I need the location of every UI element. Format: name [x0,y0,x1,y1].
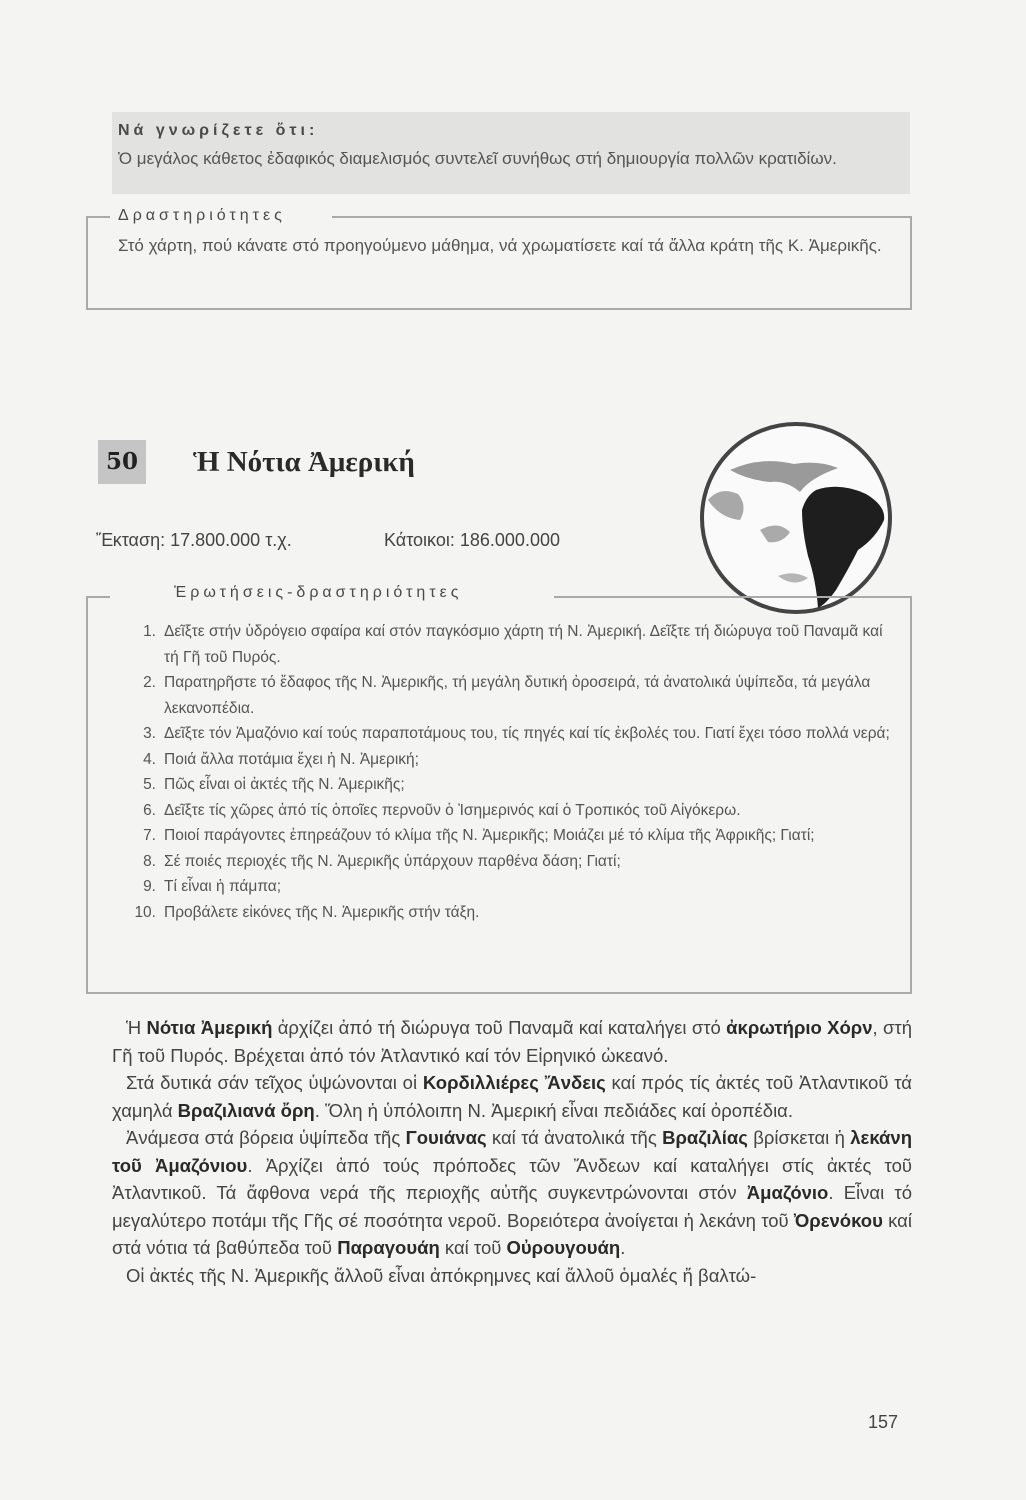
question-item [118,721,898,747]
question-text: Ποιά ἄλλα ποτάμια ἔχει ἡ Ν. Ἀμερική; [164,750,419,768]
question-number: 5. [143,776,156,793]
questions-box-top-left [86,596,110,598]
questions-box-top-right [554,596,910,598]
body-paragraph-1 [112,1014,912,1069]
question-item [118,747,898,773]
population-stat [384,530,560,551]
term-brazil: Βραζιλίας [662,1127,748,1148]
text-run: Στά δυτικά σάν τεῖχος ὑψώνονται οἱ [126,1072,423,1093]
term-orinoco: Ὀρενόκου [793,1209,883,1231]
lesson-title: Ἡ Νότια Ἀμερική [193,446,415,478]
area-stat [96,530,292,551]
question-text: Δεῖξτε τόν Ἀμαζόνιο καί τούς παραποτάμους του, τίς πηγές καί τίς ἐκβολές του. Γιατί ἔχει τόσο πολλά νερά; [164,725,890,742]
activities-box [86,216,912,310]
term-amazon: Ἀμαζόνιο [746,1182,829,1203]
text-run: . [620,1237,626,1258]
body-paragraph-2 [112,1069,912,1124]
population-value: 186.000.000 [459,530,560,550]
activities-title: Δραστηριότητες [118,207,286,224]
body-text [112,1014,912,1289]
text-run: . Ἀρχίζει ἀπό τούς πρόποδες τῶν Ἄνδεων καί καταλήγει στίς ἀκτές τοῦ Ἀτλαντικοῦ. Τά ἄφθονα νερά τῆς περιοχῆς αὐτῆς συγκεντρώνονται στόν [112,1154,912,1203]
activities-text: Στό χάρτη, πού κάνατε στό προηγούμενο μάθημα, νά χρωματίσετε καί τά ἄλλα κράτη τῆς Κ. Ἀμερικῆς. [118,236,882,255]
body-paragraph-3 [112,1124,912,1262]
question-item [118,798,898,824]
know-text: Ὁ μεγάλος κάθετος ἐδαφικός διαμελισμός συντελεῖ συνήθως στή δημιουργία πολλῶν κρατιδίων. [118,149,837,168]
text-run: ἀρχίζει ἀπό τή διώρυγα τοῦ Παναμᾶ καί καταλήγει στό [272,1017,727,1038]
question-number: 8. [143,852,156,870]
text-run: βρίσκεται ἡ [747,1127,851,1148]
page-number: 157 [868,1412,899,1432]
know-title: Νά γνωρίζετε ὅτι: [118,122,319,139]
question-text: Σέ ποιές περιοχές τῆς Ν. Ἀμερικῆς ὑπάρχουν παρθένα δάση; Γιατί; [164,852,621,870]
questions-title: Ἐρωτήσεις-δραστηριότητες [174,584,463,601]
question-number: 7. [143,827,156,844]
term-amazon-basin: λεκάνη τοῦ Ἀμαζόνιου [112,1127,912,1176]
text-run: Ἡ [126,1017,147,1038]
text-run: καί τά ἀνατολικά τῆς [486,1127,663,1148]
question-text: Ποιοί παράγοντες ἐπηρεάζουν τό κλίμα τῆς Ν. Ἀμερικῆς; Μοιάζει μέ τό κλίμα τῆς Ἀφρικῆς; Γιατί; [164,827,815,844]
question-text: Πῶς εἶναι οἱ ἀκτές τῆς Ν. Ἀμερικῆς; [164,776,405,793]
question-number: 3. [143,725,156,742]
term-uruguay: Οὐρουγουάη [506,1237,621,1258]
question-item [118,874,898,900]
question-item [118,772,898,798]
question-item [118,823,898,849]
text-run: . Ὅλη ἡ ὑπόλοιπη Ν. Ἀμερική εἶναι πεδιάδες καί ὀροπέδια. [314,1099,794,1121]
question-text: Δεῖξτε στήν ὑδρόγειο σφαίρα καί στόν παγκόσμιο χάρτη τή Ν. Ἀμερική. Δεῖξτε τή διώρυγα τοῦ Παναμᾶ καί τή Γῆ τοῦ Πυρός. [164,623,883,666]
question-item [118,900,898,926]
question-number: 1. [143,623,156,640]
body-paragraph-4: Οἱ ἀκτές τῆς Ν. Ἀμερικῆς ἄλλοῦ εἶναι ἀπόκρημνες καί ἄλλοῦ ὁμαλές ἤ βαλτώ- [126,1264,757,1286]
question-item [118,619,898,670]
question-text: Δεῖξτε τίς χῶρες ἀπό τίς ὁποῖες περνοῦν ὁ Ἰσημερινός καί ὁ Τροπικός τοῦ Αἰγόκερω. [164,801,741,819]
question-number: 9. [143,878,156,895]
text-run: , στή Γῆ τοῦ Πυρός. Βρέχεται ἀπό τόν Ἀτλαντικό καί τόν Εἰρηνικό ὠκεανό. [112,1017,913,1066]
question-text: Τί εἶναι ἡ πάμπα; [164,878,282,895]
text-run: καί στά νότια τά βαθύπεδα τοῦ [112,1209,912,1258]
activities-box-top-right [332,216,910,218]
term-paraguay: Παραγουάη [337,1237,440,1258]
question-number: 4. [143,750,156,768]
text-run: Ἀνάμεσα στά βόρεια ὑψίπεδα τῆς [126,1127,406,1148]
term-guiana: Γουιάνας [405,1127,487,1148]
area-label: Ἔκταση: [96,530,166,550]
activities-box-top-left [86,216,110,218]
question-item [118,849,898,875]
text-run: . Εἶναι τό μεγαλύτερο ποτάμι τῆς Γῆς σέ ποσότητα νεροῦ. Βορειότερα ἀνοίγεται ἡ λεκάνη τοῦ [112,1182,912,1231]
question-item [118,670,898,721]
questions-list [118,619,898,925]
text-run: καί πρός τίς ἀκτές τοῦ Ἀτλαντικοῦ τά χαμηλά [112,1072,913,1121]
globe-icon [690,420,910,620]
term-brazilian-highlands: Βραζιλιανά ὄρη [177,1099,315,1121]
population-label: Κάτοικοι: [384,530,455,550]
question-number: 2. [143,674,156,691]
question-number: 6. [143,801,156,819]
term-andes: Κορδιλλιέρες Ἄνδεις [422,1072,606,1093]
text-run: καί τοῦ [439,1237,507,1258]
area-value: 17.800.000 τ.χ. [170,530,292,550]
lesson-number: 50 [98,440,146,484]
question-text: Παρατηρῆστε τό ἔδαφος τῆς Ν. Ἀμερικῆς, τή μεγάλη δυτική ὀροσειρά, τά ἀνατολικά ὑψίπεδα, τά μεγάλα λεκανοπέδια. [164,674,871,717]
term-south-america: Νότια Ἀμερική [146,1017,273,1038]
question-number: 10. [134,903,156,921]
term-cape-horn: ἀκρωτήριο Χόρν [726,1017,873,1038]
question-text: Προβάλετε εἰκόνες τῆς Ν. Ἀμερικῆς στήν τάξη. [164,903,480,921]
